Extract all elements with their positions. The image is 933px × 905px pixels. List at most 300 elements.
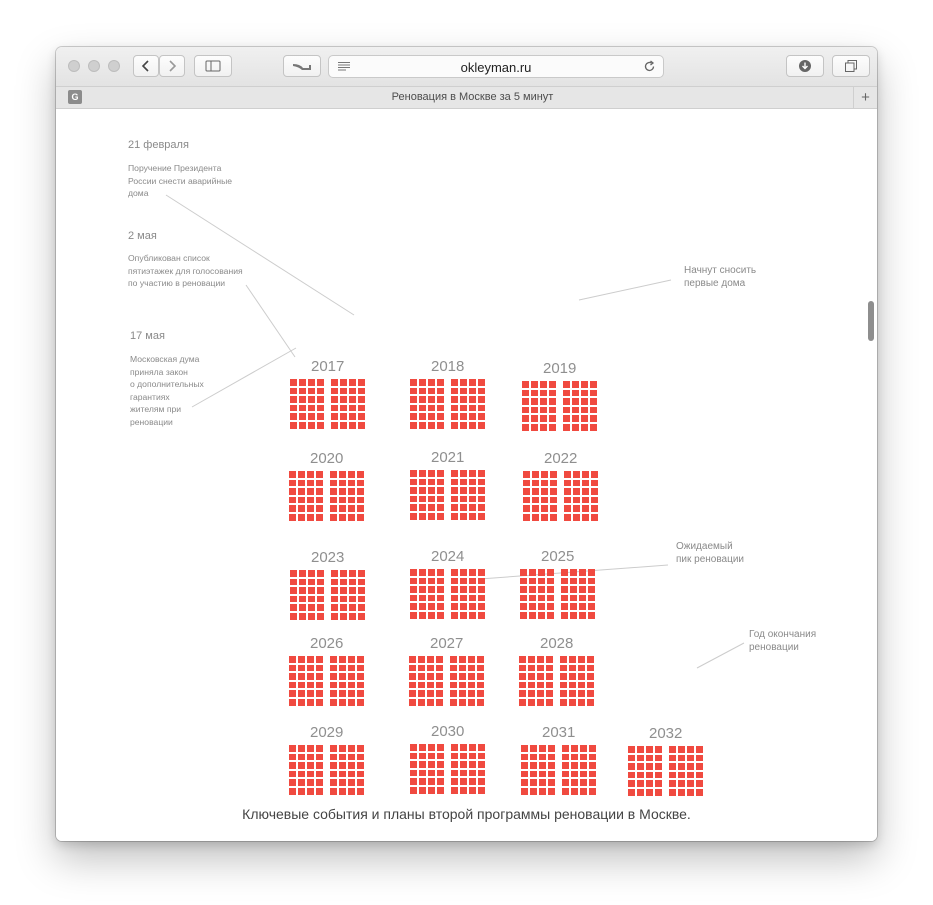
building-cell [460,761,467,768]
building-cell [409,656,416,663]
building-cell [519,699,526,706]
building-cell [419,405,426,412]
building-cell [579,586,586,593]
scrollbar-thumb[interactable] [868,301,874,341]
building-cell [308,570,315,577]
zoom-window-button[interactable] [108,60,120,72]
building-cell [330,471,337,478]
building-cell [521,762,528,769]
building-cell [460,787,467,794]
building-cell [307,673,314,680]
building-cell [637,789,644,796]
building-cell [427,673,434,680]
building-cell [410,470,417,477]
building-cell [339,673,346,680]
building-cell [451,379,458,386]
building-cell [529,569,536,576]
forward-button[interactable] [159,55,185,77]
building-cell [428,413,435,420]
favicon-icon: G [68,90,82,104]
building-cell [578,682,585,689]
building-cell [628,772,635,779]
building-cell [460,612,467,619]
building-cell [570,612,577,619]
building-cell [678,763,685,770]
building-cell [289,779,296,786]
building-cell [410,744,417,751]
building-cell [521,788,528,795]
building-cell [317,596,324,603]
building-cell [587,656,594,663]
building-cell [349,396,356,403]
building-cell [540,424,547,431]
building-cell [581,415,588,422]
building-cell [316,505,323,512]
building-cell [330,762,337,769]
building-cell [459,665,466,672]
note-first-demolition: Начнут сносить первые дома [684,265,757,289]
building-cell [299,405,306,412]
tab-title[interactable]: Реновация в Москве за 5 минут [391,91,554,103]
tabs-overview-button[interactable] [832,55,870,77]
building-cell [418,673,425,680]
building-cell [531,415,538,422]
building-cell [669,763,676,770]
building-cell [410,761,417,768]
building-cell [316,779,323,786]
building-cell [587,699,594,706]
building-cell [410,586,417,593]
building-cell [563,381,570,388]
building-cell [637,772,644,779]
back-button[interactable] [133,55,159,77]
building-cell [290,596,297,603]
chevron-right-icon [167,60,177,72]
building-cell [519,682,526,689]
building-cell [540,398,547,405]
building-cell [538,603,545,610]
building-cell [561,569,568,576]
building-cell [331,579,338,586]
year-label: 2029 [310,724,344,741]
building-cell [419,470,426,477]
building-cell [450,673,457,680]
plugin-button[interactable] [283,55,321,77]
building-cell [646,755,653,762]
building-cell [646,763,653,770]
building-cell [560,673,567,680]
building-cell [563,424,570,431]
building-cell [357,699,364,706]
building-cell [339,497,346,504]
building-cell [589,779,596,786]
building-cell [348,514,355,521]
building-cell [478,761,485,768]
building-cell [437,496,444,503]
building-cell [436,690,443,697]
building-cell [437,396,444,403]
building-cell [349,413,356,420]
building-cell [289,497,296,504]
building-cell [550,497,557,504]
building-cell [589,762,596,769]
building-cell [637,746,644,753]
building-cell [561,595,568,602]
building-cell [469,396,476,403]
building-cell [358,579,365,586]
building-cell [428,422,435,429]
building-cell [428,595,435,602]
building-cell [569,656,576,663]
building-cell [428,753,435,760]
building-cell [289,699,296,706]
building-cell [409,673,416,680]
building-cell [340,613,347,620]
building-cell [357,754,364,761]
downloads-button[interactable] [786,55,824,77]
building-cell [330,505,337,512]
building-cell [468,682,475,689]
building-cell [562,745,569,752]
new-tab-button[interactable]: + [853,87,877,108]
building-cell [646,772,653,779]
building-cell [588,586,595,593]
building-cell [579,569,586,576]
building-cell [573,514,580,521]
building-cell [451,388,458,395]
building-cell [578,690,585,697]
building-cell [419,379,426,386]
building-cell [410,396,417,403]
building-cell [572,415,579,422]
building-cell [330,682,337,689]
building-cell [530,762,537,769]
building-cell [290,388,297,395]
building-cell [299,587,306,594]
building-cell [562,788,569,795]
building-cell [339,754,346,761]
building-cell [541,505,548,512]
year-label: 2022 [544,450,578,467]
building-cell [581,407,588,414]
building-cell [317,388,324,395]
building-cell [339,779,346,786]
building-cell [477,673,484,680]
building-cell [539,754,546,761]
minimize-window-button[interactable] [88,60,100,72]
building-cell [299,422,306,429]
building-cell [590,381,597,388]
building-cell [349,570,356,577]
building-cell [298,514,305,521]
building-cell [541,488,548,495]
building-cell [339,788,346,795]
building-cell [477,699,484,706]
building-cell [678,780,685,787]
building-cell [290,613,297,620]
building-cell [316,488,323,495]
building-cell [580,762,587,769]
building-cell [428,744,435,751]
building-cell [290,379,297,386]
building-cell [298,699,305,706]
building-cell [587,673,594,680]
building-cell [330,497,337,504]
close-window-button[interactable] [68,60,80,72]
building-cell [330,514,337,521]
chevron-left-icon [141,60,151,72]
building-cell [316,673,323,680]
building-cell [523,488,530,495]
building-cell [316,754,323,761]
building-cell [428,379,435,386]
building-cell [348,480,355,487]
building-cell [469,496,476,503]
building-cell [478,396,485,403]
building-cell [460,388,467,395]
building-cell [331,396,338,403]
building-cell [520,603,527,610]
building-cell [418,682,425,689]
building-cell [460,496,467,503]
building-cell [628,780,635,787]
building-cell [451,612,458,619]
building-cell [339,514,346,521]
tab-bar [56,87,877,109]
building-cell [523,505,530,512]
building-cell [582,471,589,478]
building-cell [547,586,554,593]
building-cell [578,673,585,680]
building-cell [579,612,586,619]
building-cell [531,390,538,397]
building-cell [418,665,425,672]
building-cell [580,788,587,795]
building-cell [530,754,537,761]
building-cell [427,656,434,663]
building-cell [581,381,588,388]
building-cell [316,788,323,795]
building-cell [588,569,595,576]
building-cell [451,753,458,760]
building-cell [437,595,444,602]
building-cell [469,744,476,751]
year-label: 2017 [311,358,345,375]
building-cell [531,424,538,431]
building-cell [564,505,571,512]
building-cell [451,496,458,503]
building-cell [316,514,323,521]
building-cell [477,665,484,672]
building-cell [528,665,535,672]
building-cell [451,595,458,602]
building-cell [419,744,426,751]
building-cell [547,569,554,576]
building-cell [528,699,535,706]
building-cell [307,745,314,752]
building-cell [299,413,306,420]
building-cell [331,405,338,412]
building-cell [419,413,426,420]
building-cell [428,470,435,477]
building-cell [573,480,580,487]
year-label: 2027 [430,635,464,652]
building-cell [298,788,305,795]
building-cell [289,665,296,672]
building-cell [522,398,529,405]
building-cell [428,479,435,486]
building-cell [669,780,676,787]
building-cell [478,787,485,794]
building-cell [459,682,466,689]
building-cell [478,586,485,593]
sidebar-button[interactable] [194,55,232,77]
building-cell [571,754,578,761]
building-cell [587,682,594,689]
building-cell [410,595,417,602]
building-cell [590,407,597,414]
building-cell [560,656,567,663]
building-cell [409,690,416,697]
building-cell [339,745,346,752]
reload-icon[interactable] [643,60,656,73]
building-cell [469,422,476,429]
building-cell [529,612,536,619]
building-cell [646,789,653,796]
building-cell [451,787,458,794]
building-cell [410,496,417,503]
building-cell [564,497,571,504]
building-cell [696,789,703,796]
building-cell [289,480,296,487]
building-cell [349,596,356,603]
building-cell [478,496,485,503]
building-cell [687,763,694,770]
building-cell [588,612,595,619]
building-cell [451,569,458,576]
building-cell [339,488,346,495]
building-cell [468,665,475,672]
building-cell [539,771,546,778]
building-cell [590,415,597,422]
building-cell [532,480,539,487]
building-cell [590,390,597,397]
building-cell [531,381,538,388]
building-cell [450,682,457,689]
building-cell [308,396,315,403]
building-cell [628,789,635,796]
event-date: 2 мая [128,230,157,242]
building-cell [349,388,356,395]
building-cell [348,762,355,769]
building-cell [468,673,475,680]
building-cell [419,504,426,511]
building-cell [696,755,703,762]
building-cell [331,388,338,395]
year-label: 2030 [431,723,465,740]
building-cell [460,479,467,486]
building-cell [540,381,547,388]
building-cell [299,579,306,586]
building-cell [572,424,579,431]
building-cell [468,699,475,706]
building-cell [340,379,347,386]
building-cell [519,673,526,680]
building-cell [331,613,338,620]
building-cell [437,422,444,429]
building-cell [410,388,417,395]
building-cell [478,778,485,785]
building-cell [428,396,435,403]
building-cell [581,398,588,405]
building-cell [358,422,365,429]
building-cell [655,746,662,753]
building-cell [588,595,595,602]
building-cell [532,505,539,512]
building-cell [655,789,662,796]
building-cell [316,745,323,752]
building-cell [546,682,553,689]
building-cell [437,487,444,494]
building-cell [451,422,458,429]
building-cell [409,682,416,689]
building-cell [307,488,314,495]
building-cell [428,761,435,768]
building-cell [469,487,476,494]
url-text: okleyman.ru [460,60,532,75]
building-cell [427,682,434,689]
building-cell [340,388,347,395]
building-cell [696,746,703,753]
tabs-icon [844,59,858,73]
building-cell [538,578,545,585]
building-cell [548,779,555,786]
year-label: 2025 [541,548,575,565]
building-cell [428,513,435,520]
address-bar[interactable] [328,55,664,78]
building-cell [579,595,586,602]
building-cell [450,665,457,672]
building-cell [540,415,547,422]
building-cell [460,504,467,511]
building-cell [523,480,530,487]
building-cell [578,665,585,672]
building-cell [478,479,485,486]
building-cell [478,413,485,420]
building-cell [289,690,296,697]
building-cell [562,779,569,786]
building-cell [308,613,315,620]
building-cell [460,379,467,386]
building-cell [468,656,475,663]
building-cell [437,513,444,520]
building-cell [451,413,458,420]
building-cell [348,745,355,752]
building-cell [477,690,484,697]
event-date: 17 мая [130,330,165,342]
building-cell [410,578,417,585]
building-cell [436,699,443,706]
building-cell [539,779,546,786]
building-cell [687,789,694,796]
year-label: 2024 [431,548,465,565]
building-cell [540,407,547,414]
building-cell [339,471,346,478]
building-cell [573,471,580,478]
building-cell [531,407,538,414]
building-cell [519,690,526,697]
building-cell [541,480,548,487]
